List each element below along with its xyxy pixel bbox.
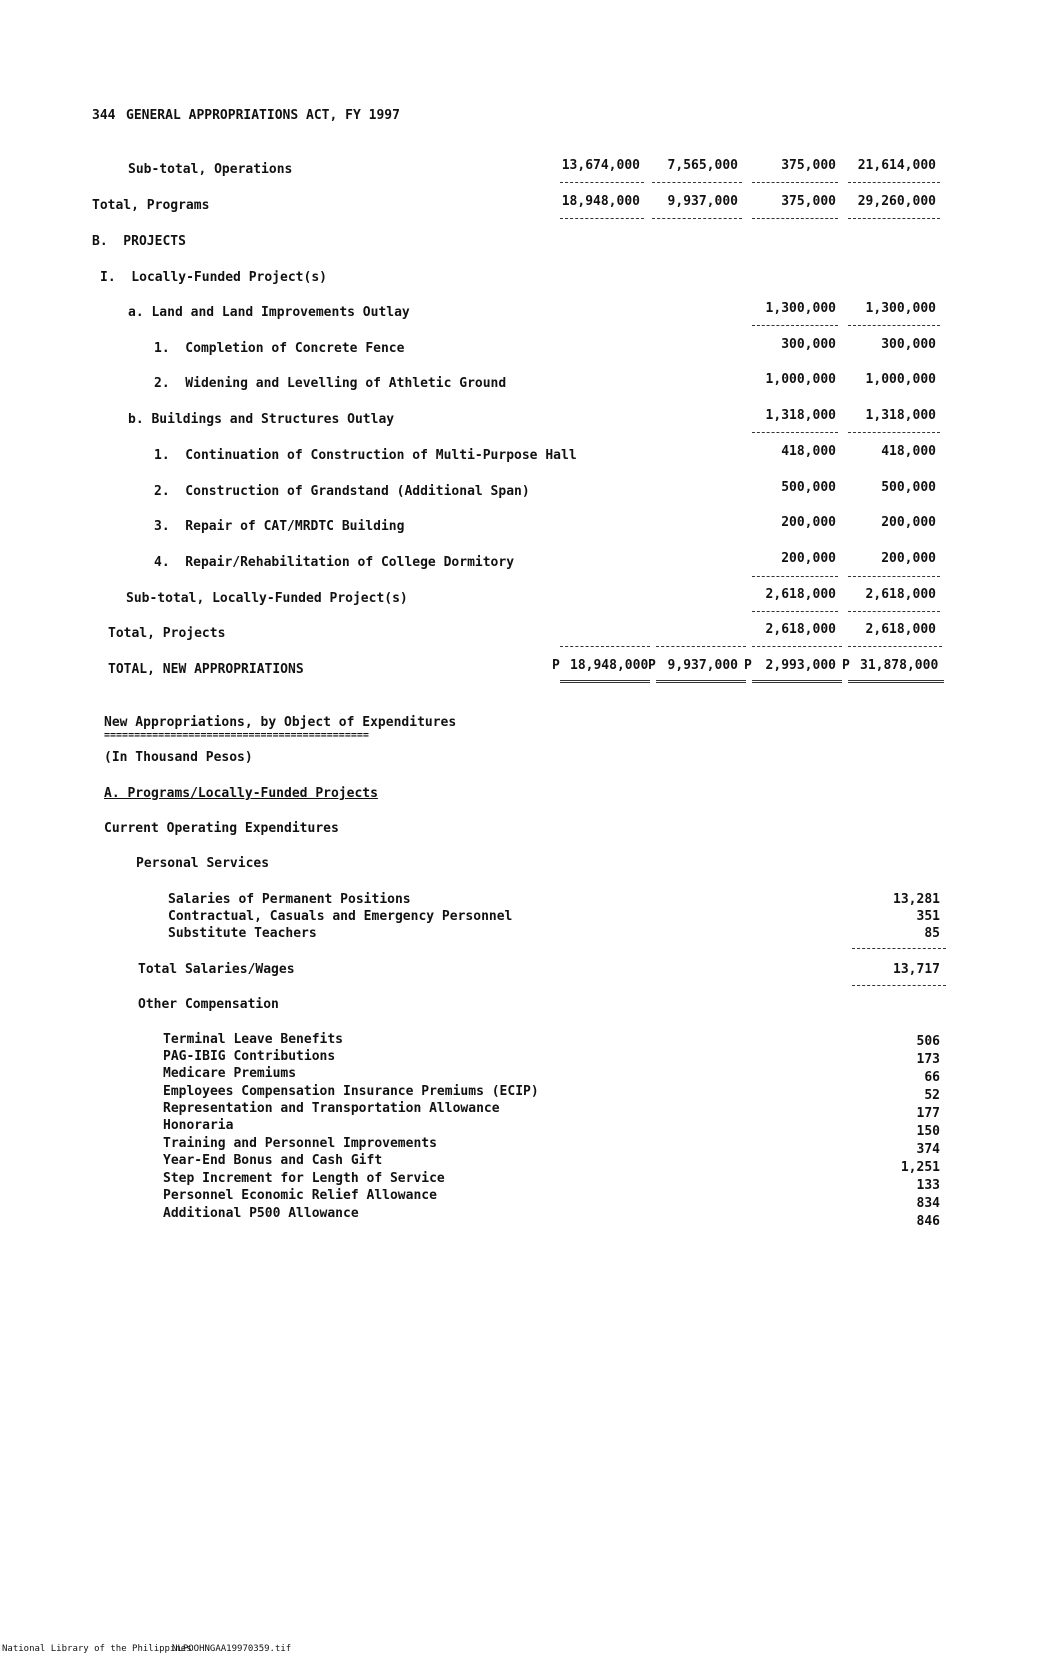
rule: [848, 646, 942, 647]
double-rule: [848, 680, 944, 683]
rule: [752, 325, 838, 326]
other-item-label: Training and Personnel Improvements: [163, 1136, 437, 1151]
rule: [848, 611, 940, 612]
other-item-label: Personnel Economic Relief Allowance: [163, 1188, 437, 1203]
total-new-c1: 18,948,000: [570, 658, 649, 673]
rule: [752, 646, 842, 647]
other-item-value: 150: [916, 1124, 940, 1139]
programs-subheading: A. Programs/Locally-Funded Projects: [104, 786, 378, 801]
total-programs-c3: 375,000: [781, 194, 836, 209]
object-heading: New Appropriations, by Object of Expenditures: [104, 715, 457, 730]
subtotal-operations-c1: 13,674,000: [561, 158, 640, 173]
other-item-value: 52: [924, 1088, 940, 1103]
rule: [848, 432, 940, 433]
building-item-label: 1. Continuation of Construction of Multi-Purpose Hall: [154, 448, 577, 463]
rule: [560, 182, 644, 183]
total-new-c4: 31,878,000: [860, 658, 939, 673]
page-number: 344: [92, 108, 116, 123]
other-item-label: Representation and Transportation Allowance: [163, 1101, 500, 1116]
other-item-label: Terminal Leave Benefits: [163, 1032, 344, 1047]
rule: [848, 576, 940, 577]
land-item-label: 2. Widening and Levelling of Athletic Ground: [154, 376, 507, 391]
footer-library: National Library of the Philippines: [2, 1644, 192, 1654]
total-salaries-value: 13,717: [893, 962, 940, 977]
current-operating-heading: Current Operating Expenditures: [104, 821, 339, 836]
rule: [848, 325, 940, 326]
land-item-c3: 300,000: [781, 337, 836, 352]
building-item-c3: 418,000: [781, 444, 836, 459]
lfp-heading: I. Locally-Funded Project(s): [100, 270, 327, 285]
peso-sign: P: [648, 658, 656, 673]
total-new-c3: 2,993,000: [765, 658, 836, 673]
other-compensation-heading: Other Compensation: [138, 997, 279, 1012]
land-item-c4: 300,000: [881, 337, 936, 352]
subtotal-operations-c4: 21,614,000: [857, 158, 936, 173]
rule: [652, 182, 742, 183]
total-projects-label: Total, Projects: [108, 626, 226, 641]
building-item-c4: 418,000: [881, 444, 936, 459]
peso-sign: P: [552, 658, 560, 673]
building-item-label: 3. Repair of CAT/MRDTC Building: [154, 519, 405, 534]
total-programs-c2: 9,937,000: [667, 194, 738, 209]
rule: [752, 611, 838, 612]
subtotal-lfp-c4: 2,618,000: [865, 587, 936, 602]
building-item-label: 4. Repair/Rehabilitation of College Dormitory: [154, 555, 515, 570]
object-heading-rule: ============================================: [104, 730, 369, 741]
buildings-outlay-c4: 1,318,000: [865, 408, 936, 423]
other-item-label: Additional P500 Allowance: [163, 1206, 359, 1221]
total-projects-c3: 2,618,000: [765, 622, 836, 637]
rule: [656, 646, 746, 647]
salary-item-value: 13,281: [893, 892, 940, 907]
total-programs-label: Total, Programs: [92, 198, 210, 213]
page-title: GENERAL APPROPRIATIONS ACT, FY 1997: [126, 108, 400, 123]
projects-heading: B. PROJECTS: [92, 234, 186, 249]
other-item-label: Year-End Bonus and Cash Gift: [163, 1153, 383, 1168]
subtotal-operations-c3: 375,000: [781, 158, 836, 173]
rule: [752, 432, 838, 433]
other-item-label: Step Increment for Length of Service: [163, 1171, 445, 1186]
other-item-value: 1,251: [900, 1160, 940, 1175]
building-item-c3: 200,000: [781, 515, 836, 530]
double-rule: [560, 680, 650, 683]
total-new-appropriations-label: TOTAL, NEW APPROPRIATIONS: [108, 662, 304, 677]
other-item-value: 846: [916, 1214, 940, 1229]
rule: [752, 576, 838, 577]
total-projects-c4: 2,618,000: [865, 622, 936, 637]
salary-item-label: Contractual, Casuals and Emergency Personnel: [168, 909, 513, 924]
unit-note: (In Thousand Pesos): [104, 750, 253, 765]
subtotal-lfp-c3: 2,618,000: [765, 587, 836, 602]
total-programs-c4: 29,260,000: [857, 194, 936, 209]
total-programs-c1: 18,948,000: [561, 194, 640, 209]
other-item-value: 133: [916, 1178, 940, 1193]
building-item-label: 2. Construction of Grandstand (Additional Span): [154, 484, 530, 499]
subtotal-operations-c2: 7,565,000: [667, 158, 738, 173]
other-item-value: 506: [916, 1034, 940, 1049]
peso-sign: P: [842, 658, 850, 673]
double-rule: [752, 680, 842, 683]
salary-item-value: 351: [916, 909, 940, 924]
land-outlay-label: a. Land and Land Improvements Outlay: [128, 305, 410, 320]
rule: [560, 646, 650, 647]
buildings-outlay-label: b. Buildings and Structures Outlay: [128, 412, 395, 427]
subtotal-lfp-label: Sub-total, Locally-Funded Project(s): [126, 591, 408, 606]
peso-sign: P: [744, 658, 752, 673]
building-item-c3: 500,000: [781, 480, 836, 495]
rule: [852, 948, 946, 949]
building-item-c4: 500,000: [881, 480, 936, 495]
land-item-c4: 1,000,000: [865, 372, 936, 387]
footer-file: NLPOOHNGAA19970359.tif: [172, 1644, 292, 1654]
land-outlay-c3: 1,300,000: [765, 301, 836, 316]
other-item-value: 66: [924, 1070, 940, 1085]
rule: [848, 218, 940, 219]
other-item-value: 374: [916, 1142, 940, 1157]
building-item-c4: 200,000: [881, 551, 936, 566]
other-item-label: Employees Compensation Insurance Premiums (ECIP): [163, 1084, 539, 1099]
rule: [852, 985, 946, 986]
personal-services-heading: Personal Services: [136, 856, 270, 871]
building-item-c3: 200,000: [781, 551, 836, 566]
other-item-value: 834: [916, 1196, 940, 1211]
subtotal-operations-label: Sub-total, Operations: [128, 162, 293, 177]
salary-item-value: 85: [924, 926, 940, 941]
other-item-value: 173: [916, 1052, 940, 1067]
other-item-label: Honoraria: [163, 1118, 234, 1133]
other-item-label: PAG-IBIG Contributions: [163, 1049, 336, 1064]
total-salaries-label: Total Salaries/Wages: [138, 962, 295, 977]
total-new-c2: 9,937,000: [667, 658, 738, 673]
land-item-c3: 1,000,000: [765, 372, 836, 387]
rule: [848, 182, 940, 183]
buildings-outlay-c3: 1,318,000: [765, 408, 836, 423]
land-item-label: 1. Completion of Concrete Fence: [154, 341, 405, 356]
salary-item-label: Salaries of Permanent Positions: [168, 892, 411, 907]
rule: [560, 218, 644, 219]
salary-item-label: Substitute Teachers: [168, 926, 317, 941]
building-item-c4: 200,000: [881, 515, 936, 530]
rule: [752, 218, 838, 219]
other-item-label: Medicare Premiums: [163, 1066, 297, 1081]
rule: [752, 182, 838, 183]
double-rule: [656, 680, 746, 683]
land-outlay-c4: 1,300,000: [865, 301, 936, 316]
other-item-value: 177: [916, 1106, 940, 1121]
rule: [652, 218, 742, 219]
